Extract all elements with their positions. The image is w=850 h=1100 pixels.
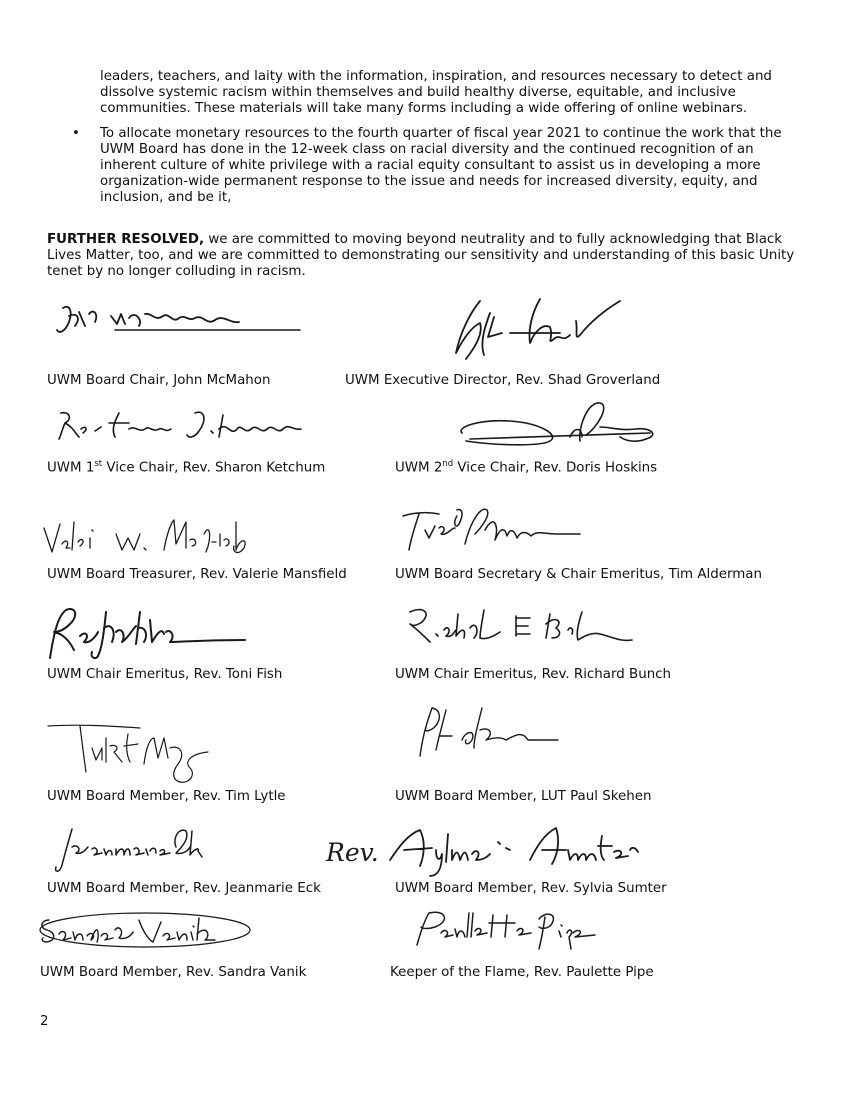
label-lytle: UWM Board Member, Rev. Tim Lytle (47, 789, 286, 804)
label-skehen: UWM Board Member, LUT Paul Skehen (395, 789, 652, 804)
label-sumter: UWM Board Member, Rev. Sylvia Sumter (395, 881, 667, 896)
continued-paragraph: leaders, teachers, and laity with the information, inspiration, and resources necessary to detect and dissolve systemic racism within themselves and build healthy diverse, equitable, and inclusive communities. These materials will take many forms including a wide offering of online webinars. (100, 69, 772, 116)
handwritten-rev-prefix: Rev. (326, 838, 379, 867)
signature-mansfield (40, 508, 260, 567)
label-eck: UWM Board Member, Rev. Jeanmarie Eck (47, 881, 321, 896)
signature-mcmahon (55, 300, 305, 349)
signature-pipe (405, 905, 635, 959)
page-number: 2 (40, 1014, 49, 1029)
bullet-symbol: • (72, 126, 80, 141)
bullet-text: To allocate monetary resources to the fourth quarter of fiscal year 2021 to continue the work that the UWM Board has done in the 12-week class on racial diversity and the continued recognition of an inherent culture of white privilege with a racial equity consultant to assist us in developing a more organization-wide permanent response to the issue and needs for increased diversity, equity, and inclusion, and be it, (100, 126, 782, 205)
resolved-lead: FURTHER RESOLVED, (47, 232, 205, 247)
signature-lytle (40, 718, 215, 790)
label-vanik: UWM Board Member, Rev. Sandra Vanik (40, 965, 307, 980)
label-alderman: UWM Board Secretary & Chair Emeritus, Tim Alderman (395, 567, 762, 582)
further-resolved-paragraph (47, 232, 802, 280)
label-mansfield: UWM Board Treasurer, Rev. Valerie Mansfield (47, 567, 347, 582)
label-bunch: UWM Chair Emeritus, Rev. Richard Bunch (395, 667, 672, 682)
resolution-bullet (72, 126, 800, 206)
signature-eck (52, 823, 212, 882)
signature-ketchum (55, 407, 305, 451)
signature-bunch (400, 602, 640, 656)
signature-hoskins (450, 397, 665, 456)
signature-alderman (395, 500, 585, 564)
signature-skehen (410, 700, 560, 774)
label-mcmahon: UWM Board Chair, John McMahon (47, 373, 271, 388)
label-groverland: UWM Executive Director, Rev. Shad Groverland (345, 373, 661, 388)
label-ketchum: UWM 1st Vice Chair, Rev. Sharon Ketchum (47, 459, 326, 476)
signature-fish (40, 602, 250, 668)
label-fish: UWM Chair Emeritus, Rev. Toni Fish (47, 667, 283, 682)
label-hoskins: UWM 2nd Vice Chair, Rev. Doris Hoskins (395, 459, 658, 476)
resolved-text: we are committed to moving beyond neutrality and to fully acknowledging that Black Lives Matter, too, and we are committed to demonstrating our sensitivity and understanding of this basic Unity tenet by no longer colluding in racism. (47, 232, 795, 279)
label-pipe: Keeper of the Flame, Rev. Paulette Pipe (390, 965, 654, 980)
signature-sumter (380, 820, 650, 884)
signature-groverland (450, 293, 640, 372)
signature-vanik (35, 910, 275, 954)
